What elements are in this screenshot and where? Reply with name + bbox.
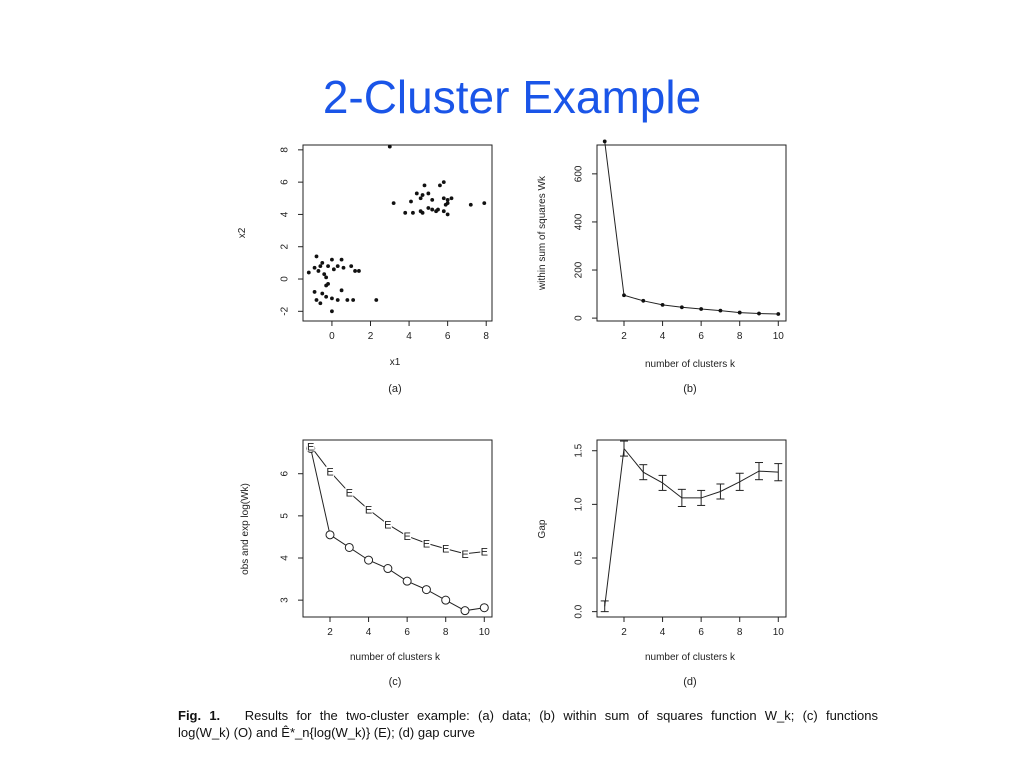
caption-label: Fig. 1. (178, 708, 221, 723)
panel-a-point (326, 264, 330, 268)
panel-b-point (603, 139, 607, 143)
panel-d-x-tick-label: 4 (659, 627, 666, 638)
panel-b-point (738, 311, 742, 315)
panel-d-x-tick-label: 6 (698, 627, 704, 638)
panel-a-point (482, 201, 486, 205)
panel-c-marker-o (480, 604, 488, 612)
panel-a-point (415, 192, 419, 196)
panel-a-point (324, 276, 328, 280)
panel-a-point (421, 193, 425, 197)
panel-a-point (320, 261, 324, 265)
panel-a-point (320, 292, 324, 296)
panel-c-marker-e: E (461, 548, 469, 561)
panel-a-point (345, 298, 349, 302)
panel-d-frame (597, 440, 786, 617)
panel-a-point (442, 209, 446, 213)
panel-c-x-tick-label: 2 (327, 627, 333, 638)
panel-d-caption: (d) (683, 676, 697, 688)
panel-b-y-tick-label: 200 (573, 261, 585, 279)
panel-a-y-tick-label: 2 (279, 243, 291, 250)
panel-b-y-axis-label: within sum of squares Wk (537, 176, 548, 290)
panel-b-point (622, 293, 626, 297)
panel-a-x-axis-label: x1 (389, 357, 401, 368)
panel-a-y-axis-label: x2 (237, 227, 248, 239)
panel-b-point (641, 299, 645, 303)
panel-a-point (446, 213, 450, 217)
panel-a-x-tick-label: 6 (444, 331, 451, 342)
panel-a-point (318, 264, 322, 268)
panel-a-point (322, 272, 326, 276)
panel-a-caption: (a) (388, 383, 402, 395)
panel-a-point (313, 290, 317, 294)
panel-a-point (442, 180, 446, 184)
panel-c-y-tick-label: 5 (279, 513, 291, 519)
panel-a-y-tick-label: 8 (279, 147, 291, 153)
slide-title: 2-Cluster Example (322, 71, 702, 123)
panel-c-caption: (c) (388, 676, 402, 688)
panel-c-marker-o (442, 596, 450, 604)
panel-a-point (332, 267, 336, 271)
panel-a-point (419, 196, 423, 200)
panel-a-point (426, 206, 430, 210)
panel-c-marker-e: E (326, 466, 334, 479)
panel-b-point (699, 307, 703, 311)
panel-a-y-tick-label: 4 (279, 211, 291, 218)
panel-a-point (330, 296, 334, 300)
panel-c-marker-e: E (403, 531, 411, 544)
panel-a-point (403, 211, 407, 215)
panel-c-marker-o (365, 556, 373, 564)
panel-c-series-O-line (311, 448, 485, 610)
panel-b-x-tick-label: 10 (772, 331, 784, 342)
panel-b-x-tick-label: 2 (621, 331, 627, 342)
panel-a-point (336, 264, 340, 268)
panel-b-point (719, 309, 723, 313)
caption-line-2: log(W_k) (O) and Ê*_n{log(W_k)} (E); (d) gap curve (178, 725, 475, 740)
panel-a-point (326, 282, 330, 286)
panel-a-point (411, 211, 415, 215)
panel-a-point (340, 288, 344, 292)
panel-c-series-E-line (311, 446, 485, 553)
panel-a-y-tick-label: 6 (279, 179, 291, 185)
panel-a-x-tick-label: 0 (329, 331, 335, 342)
panel-c-y-tick-label: 3 (279, 597, 291, 603)
panel-c-y-tick-label: 6 (279, 470, 291, 477)
panel-c-marker-e: E (442, 543, 450, 556)
panel-c-x-tick-label: 10 (478, 627, 490, 638)
panel-a-point (450, 196, 454, 200)
panel-a-x-tick-label: 2 (367, 331, 374, 342)
panel-b-y-tick-label: 400 (573, 213, 585, 231)
panel-c-marker-o (403, 577, 411, 585)
panel-b-x-tick-label: 8 (736, 331, 743, 342)
panel-a-point (324, 295, 328, 299)
panel-d-x-axis-label: number of clusters k (644, 652, 736, 663)
panel-b-y-tick-label: 600 (573, 165, 585, 183)
panel-c-marker-o (384, 565, 392, 573)
panel-c-x-axis-label: number of clusters k (349, 652, 441, 663)
panel-a-point (426, 192, 430, 196)
panel-b-y-tick-label: 0 (573, 315, 585, 321)
panel-c-marker-e: E (345, 487, 353, 500)
panel-a-point (446, 198, 450, 202)
panel-a-point (330, 258, 334, 262)
panel-a-point (318, 301, 322, 305)
panel-a-point (388, 145, 392, 149)
panel-c-x-tick-label: 4 (365, 627, 372, 638)
panel-a-point (421, 211, 425, 215)
panel-c-y-axis-label: obs and exp log(Wk) (240, 483, 251, 575)
panel-d-y-tick-label: 0.5 (573, 551, 585, 565)
panel-c-marker-o (326, 531, 334, 539)
panel-a-point (330, 309, 334, 313)
panel-a-point (423, 183, 427, 187)
panel-b-x-tick-label: 4 (659, 331, 666, 342)
panel-a-point (313, 266, 317, 270)
panel-a-point (351, 298, 355, 302)
panel-a-point (307, 271, 311, 275)
panel-a-point (409, 200, 413, 204)
panel-a-point (430, 208, 434, 212)
panel-a-point (357, 269, 361, 273)
panel-d-x-tick-label: 8 (736, 627, 743, 638)
panel-a-point (342, 266, 346, 270)
panel-b-x-axis-label: number of clusters k (644, 359, 736, 370)
panel-a-x-tick-label: 4 (406, 331, 412, 342)
panel-a-point (336, 298, 340, 302)
panel-b-point (661, 303, 665, 307)
panel-a-point (317, 269, 321, 273)
panel-c-x-tick-label: 6 (404, 627, 410, 638)
panel-b-point (776, 312, 780, 316)
panel-a-y-tick-label: -2 (279, 306, 291, 316)
panel-a-point (442, 196, 446, 200)
panel-a-y-tick-label: 0 (279, 276, 291, 282)
panel-b-x-tick-label: 6 (698, 331, 704, 342)
figure-caption (178, 707, 878, 741)
panel-d-y-tick-label: 1.5 (573, 443, 585, 458)
panel-a-point (315, 298, 319, 302)
panel-a-point (353, 269, 357, 273)
panel-c-marker-e: E (307, 441, 315, 454)
panel-a-point (436, 208, 440, 212)
panel-c-marker-e: E (364, 504, 373, 517)
panel-a-point (438, 183, 442, 187)
panel-d-line (605, 449, 779, 607)
caption-line-1: Results for the two-cluster example: (a) data; (b) within sum of squares function W_k; (c) functions (244, 708, 878, 723)
panel-d-x-tick-label: 10 (772, 627, 784, 638)
panel-c-y-tick-label: 4 (279, 555, 291, 561)
panel-a-point (392, 201, 396, 205)
panel-d-y-axis-label: Gap (537, 519, 548, 539)
panel-c-marker-o (345, 543, 353, 551)
panel-a-x-tick-label: 8 (483, 331, 489, 342)
panel-c-marker-e: E (480, 546, 488, 559)
panel-c-marker-o (461, 607, 469, 615)
panel-a-point (340, 258, 344, 262)
panel-c-marker-e: E (422, 538, 431, 551)
panel-c-marker-o (422, 586, 430, 594)
panel-b-point (757, 312, 761, 316)
panel-a-point (349, 264, 353, 268)
panel-c-x-tick-label: 8 (442, 627, 449, 638)
panel-c-marker-e: E (384, 519, 392, 532)
panel-b-line (605, 141, 779, 314)
panel-a-frame (303, 145, 492, 321)
panel-d-y-tick-label: 1.0 (573, 497, 585, 512)
panel-a-point (374, 298, 378, 302)
panel-d-y-tick-label: 0.0 (573, 604, 585, 619)
panel-a-point (315, 255, 319, 259)
panel-b-caption: (b) (683, 383, 697, 395)
panel-d-x-tick-label: 2 (621, 627, 627, 638)
panel-a-point (430, 198, 434, 202)
panel-a-point (469, 203, 473, 207)
panel-b-point (680, 305, 684, 309)
